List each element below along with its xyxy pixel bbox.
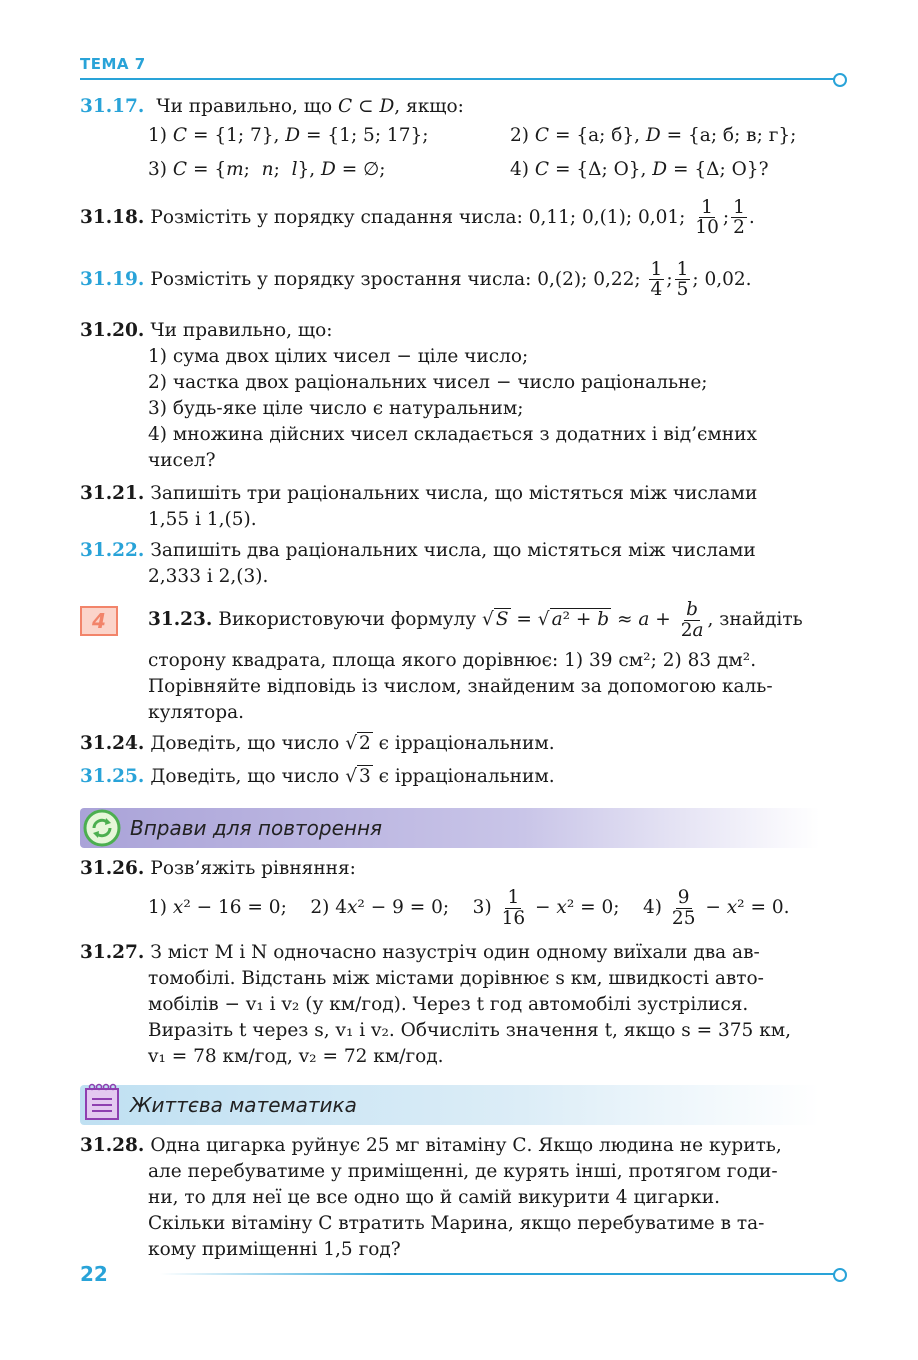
radicand: 2 [359, 733, 371, 754]
question-text: Одна цигарка руйнує 25 мг вітаміну С. Якщо людина не курить, [150, 1135, 782, 1156]
numerator: 1 [650, 259, 663, 280]
banner-title: Вправи для повторення [130, 816, 383, 840]
exercise-31-20 [80, 318, 332, 344]
option-value: = {Δ; O}, [554, 159, 653, 180]
question-text: Чи правильно, що [156, 96, 333, 117]
exercise-number: 31.21. [80, 483, 145, 504]
fraction [670, 888, 698, 928]
exercise-31-21 [80, 481, 757, 507]
question-text: Запишіть три раціональних числа, що містяться між числами [150, 483, 758, 504]
topic-label: ТЕМА 7 [80, 55, 146, 73]
exercise-number: 31.28. [80, 1135, 145, 1156]
exercise-number: 31.23. [148, 609, 213, 630]
fraction: $\frac{b}{2a}$ [680, 599, 704, 641]
numerator: 1 [676, 259, 689, 280]
exercise-31-27 [80, 940, 760, 966]
exercise-31-25: 31.25. Доведіть, що число √ 3 є ірраціональним. [80, 766, 555, 787]
denominator: 4 [650, 279, 663, 301]
option-value: }, [297, 159, 322, 180]
equations-row: 1) x² − 16 = 0; 2) 4x² − 9 = 0; 3) $\frac{1}{16}$ − x² = 0; 4) $\frac{9}{25}$ − x² = 0. [148, 887, 790, 929]
exercise-number: 31.19. [80, 268, 145, 290]
equation-label: 4) [643, 897, 663, 918]
option-label: 4) [510, 159, 529, 180]
denominator: 25 [671, 907, 696, 929]
option-value: = {1; 7}, [192, 125, 286, 146]
question-text-tail: , знайдіть [707, 609, 803, 630]
question-text: Запишіть два раціональних числа, що містяться між числами [150, 540, 756, 561]
statement-4-cont: чисел? [148, 450, 216, 471]
question-text: Доведіть, що число [150, 766, 340, 787]
question-text-cont: мобілів − v₁ і v₂ (у км/год). Через t год автомобілі зустрілися. [148, 994, 749, 1015]
question-text: Розмістіть у порядку зростання числа: 0,(2); 0,22; [150, 268, 641, 290]
option-label: 2) [510, 125, 529, 146]
exercise-31-17: 31.17. Чи правильно, що C ⊂ D, якщо: [80, 96, 464, 117]
option-value: = { [192, 159, 227, 180]
question-text-cont: але перебуватиме у приміщенні, де курять інші, протягом годи- [148, 1161, 778, 1182]
review-exercises-banner [80, 808, 820, 848]
banner-title: Життєва математика [130, 1093, 357, 1117]
option-label: 3) [148, 159, 167, 180]
page-number: 22 [80, 1262, 108, 1286]
exercise-31-26 [80, 856, 356, 882]
life-math-banner [80, 1085, 820, 1125]
statement-2: 2) частка двох раціональних чисел − число раціональне; [148, 372, 708, 393]
footer-rule [160, 1273, 836, 1275]
denominator: 2 [733, 217, 745, 239]
question-text: Розв’яжіть рівняння: [150, 858, 356, 879]
exercise-31-19: 31.19. Розмістіть у порядку зростання числа: 0,(2); 0,22; $\frac{1}{4}$ ; $\frac{1}{5}$ ; 0,02. [80, 259, 752, 301]
numerator: 1 [507, 887, 520, 909]
option-value: = {Δ; O}? [673, 159, 769, 180]
option-label: 1) [148, 125, 167, 146]
option-3: 3) C = {m; n; l}, D = ∅; [148, 159, 386, 180]
question-text-cont: Порівняйте відповідь із числом, знайденим за допомогою каль- [148, 676, 773, 697]
question-text-cont: v₁ = 78 км/год, v₂ = 72 км/год. [148, 1046, 444, 1067]
option-2: 2) C = {а; б}, D = {а; б; в; г}; [510, 125, 797, 146]
option-4: 4) C = {Δ; O}, D = {Δ; O}? [510, 159, 769, 180]
fraction [675, 260, 691, 300]
header-rule [80, 78, 836, 80]
exercise-number: 31.27. [80, 942, 145, 963]
numerator: 9 [677, 887, 690, 909]
exercise-number: 31.24. [80, 733, 145, 754]
radicand: 3 [359, 766, 371, 787]
question-text-tail: є ірраціональним. [378, 766, 555, 787]
exercise-31-22 [80, 538, 756, 564]
equation-label: 2) 4 [310, 897, 347, 918]
statement-1: 1) сума двох цілих чисел − ціле число; [148, 346, 529, 367]
denominator: 5 [676, 279, 689, 301]
exercise-31-23: 31.23. Використовуючи формулу √ S = √ a² + b ≈ a + $\frac{b}{2a}$ , знайдіть [148, 599, 803, 641]
option-value: = {а; б}, [554, 125, 646, 146]
exercise-number: 31.26. [80, 858, 145, 879]
question-text-cont: Скільки вітаміну С втратить Марина, якщо перебуватиме в та- [148, 1213, 765, 1234]
exercise-31-24: 31.24. Доведіть, що число √ 2 є ірраціональним. [80, 733, 555, 754]
notebook-icon [82, 1081, 122, 1121]
statement-4: 4) множина дійсних чисел складається з додатних і від’ємних [148, 424, 757, 445]
question-text-cont: кому приміщенні 1,5 год? [148, 1239, 401, 1260]
exercise-number: 31.20. [80, 320, 145, 341]
level-4-badge: 4 [80, 606, 118, 636]
header-ring [833, 73, 847, 87]
question-text-tail: ; 0,02. [692, 268, 752, 290]
option-value: = {а; б; в; г}; [666, 125, 797, 146]
statement-3: 3) будь-яке ціле число є натуральним; [148, 398, 524, 419]
numerator: 1 [701, 197, 713, 218]
exercise-number: 31.25. [80, 766, 145, 787]
option-value: = {1; 5; 17}; [306, 125, 429, 146]
option-1: 1) C = {1; 7}, D = {1; 5; 17}; [148, 125, 429, 146]
question-text: Використовуючи формулу [218, 609, 477, 630]
fraction [500, 888, 528, 928]
equation-label: 1) [148, 897, 167, 918]
exercise-number: 31.18. [80, 206, 145, 228]
refresh-icon [82, 808, 122, 848]
denominator: 10 [695, 217, 719, 239]
question-text: З міст M і N одночасно назустріч один одному виїхали два ав- [150, 942, 760, 963]
fraction [731, 198, 747, 238]
question-text-cont: томобілі. Відстань між містами дорівнює s км, швидкості авто- [148, 968, 764, 989]
numerator: 1 [733, 197, 745, 218]
equation-label: 3) [472, 897, 492, 918]
question-text-cont: Виразіть t через s, v₁ і v₂. Обчисліть значення t, якщо s = 375 км, [148, 1020, 792, 1041]
question-text: Розмістіть у порядку спадання числа: 0,11; 0,(1); 0,01; [150, 206, 686, 228]
question-text-cont: ни, то для неї це все одно що й самій викурити 4 цигарки. [148, 1187, 721, 1208]
denominator: 16 [501, 907, 526, 929]
exercise-number: 31.17. [80, 96, 145, 117]
option-value: = ∅; [341, 159, 386, 180]
exercise-number: 31.22. [80, 540, 145, 561]
question-text-cont: сторону квадрата, площа якого дорівнює: 1) 39 см²; 2) 83 дм². [148, 650, 757, 671]
question-text-cont: кулятора. [148, 702, 244, 723]
question-text: Чи правильно, що: [150, 320, 333, 341]
fraction [649, 260, 665, 300]
question-text-tail: є ірраціональним. [378, 733, 555, 754]
fraction [693, 198, 721, 238]
question-text-cont: 1,55 і 1,(5). [148, 509, 257, 530]
exercise-31-28 [80, 1133, 782, 1159]
exercise-31-18: 31.18. Розмістіть у порядку спадання числа: 0,11; 0,(1); 0,01; $\frac{1}{10}$ ; $\frac{1}{2}$ . [80, 197, 755, 239]
footer-ring [833, 1268, 847, 1282]
question-text-cont: 2,333 і 2,(3). [148, 566, 269, 587]
question-text-tail: , якщо: [394, 96, 464, 117]
question-text: Доведіть, що число [150, 733, 340, 754]
